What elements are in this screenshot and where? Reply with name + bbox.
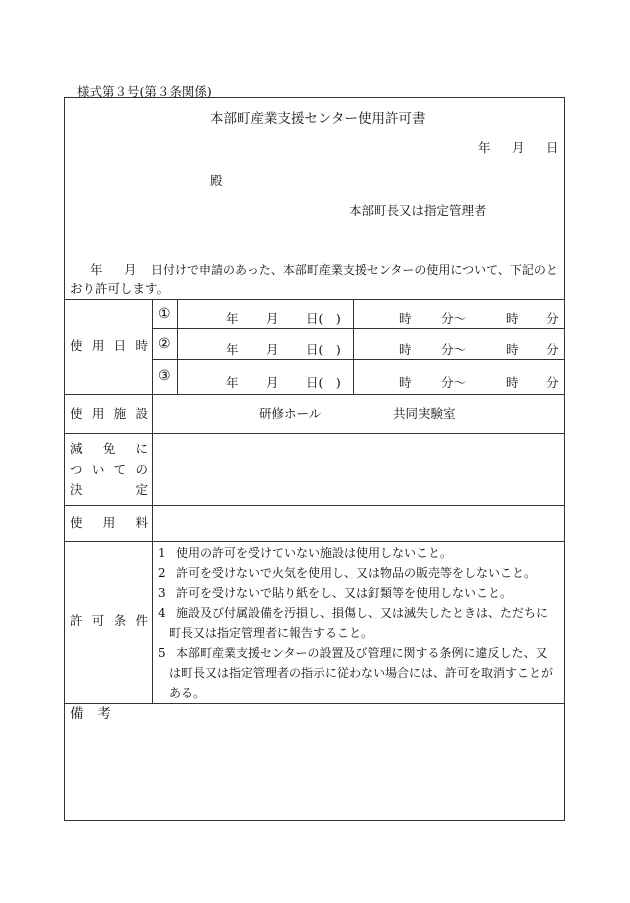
facility-option-training-hall: 研修ホール [259,406,322,421]
usage-row-year: 年 [226,375,239,390]
usage-row-day: 日( ) [306,375,341,390]
conditions-label: 許 可 条 件 [70,613,148,628]
usage-row-year: 年 [226,311,239,326]
usage-row-minute: 分～ [441,311,467,326]
rule-reduction-bottom [64,505,565,506]
facility-label: 使 用 施 設 [70,406,148,421]
rule-facility-bottom [64,433,565,434]
intro-year: 年 [90,262,103,277]
usage-row-minute-end: 分 [546,342,559,357]
usage-row-day: 日( ) [306,342,341,357]
usage-row-minute: 分～ [441,375,467,390]
usage-row-minute-end: 分 [546,375,559,390]
intro-month: 月 [124,262,137,277]
date-day-field: 日 [546,140,559,155]
rule-intro-bottom [64,299,565,300]
reduction-label-line1: 減 免 に [70,441,148,456]
usage-datetime-label: 使 用 日 時 [70,338,148,353]
rule-number-column [177,299,178,394]
usage-row-minute: 分～ [441,342,467,357]
usage-row-hour-end: 時 [506,342,519,357]
rule-datetime-bottom [64,394,565,395]
document-title: 本部町産業支援センター使用許可書 [210,111,426,127]
rule-conditions-bottom [64,703,565,704]
usage-row-number: ② [158,336,171,352]
facility-option-shared-lab: 共同実験室 [393,406,456,421]
usage-row-month: 月 [266,342,279,357]
remarks-label: 備 考 [70,706,111,722]
intro-text-line1: 日付けで申請のあった、本部町産業支援センターの使用について、下記のと [151,263,558,277]
form-label: 様式第３号(第３条関係) [77,84,212,99]
usage-row-hour: 時 [399,375,412,390]
intro-text-line2: おり許可します。 [70,281,170,296]
usage-row-hour-end: 時 [506,375,519,390]
usage-row-month: 月 [266,375,279,390]
usage-row-hour-end: 時 [506,311,519,326]
usage-row-month: 月 [266,311,279,326]
usage-row-hour: 時 [399,342,412,357]
rule-fee-bottom [64,541,565,542]
usage-row-number: ③ [158,368,171,384]
usage-row-number: ① [158,306,171,322]
usage-row-hour: 時 [399,311,412,326]
usage-fee-label: 使 用 料 [70,515,148,530]
rule-label-column [152,299,153,703]
date-month-field: 月 [512,140,525,155]
rule-datetime-1 [153,328,565,329]
date-year-field: 年 [478,140,491,155]
rule-time-column [353,299,354,394]
usage-row-day: 日( ) [306,311,341,326]
usage-row-minute-end: 分 [546,311,559,326]
permit-form-frame [64,97,565,821]
issuer-name: 本部町長又は指定管理者 [349,203,487,218]
reduction-label-line2: つ い て の [70,462,148,477]
usage-row-year: 年 [226,342,239,357]
reduction-label-line3: 決 定 [70,482,148,497]
addressee-suffix: 殿 [210,173,223,188]
rule-datetime-2 [153,359,565,360]
